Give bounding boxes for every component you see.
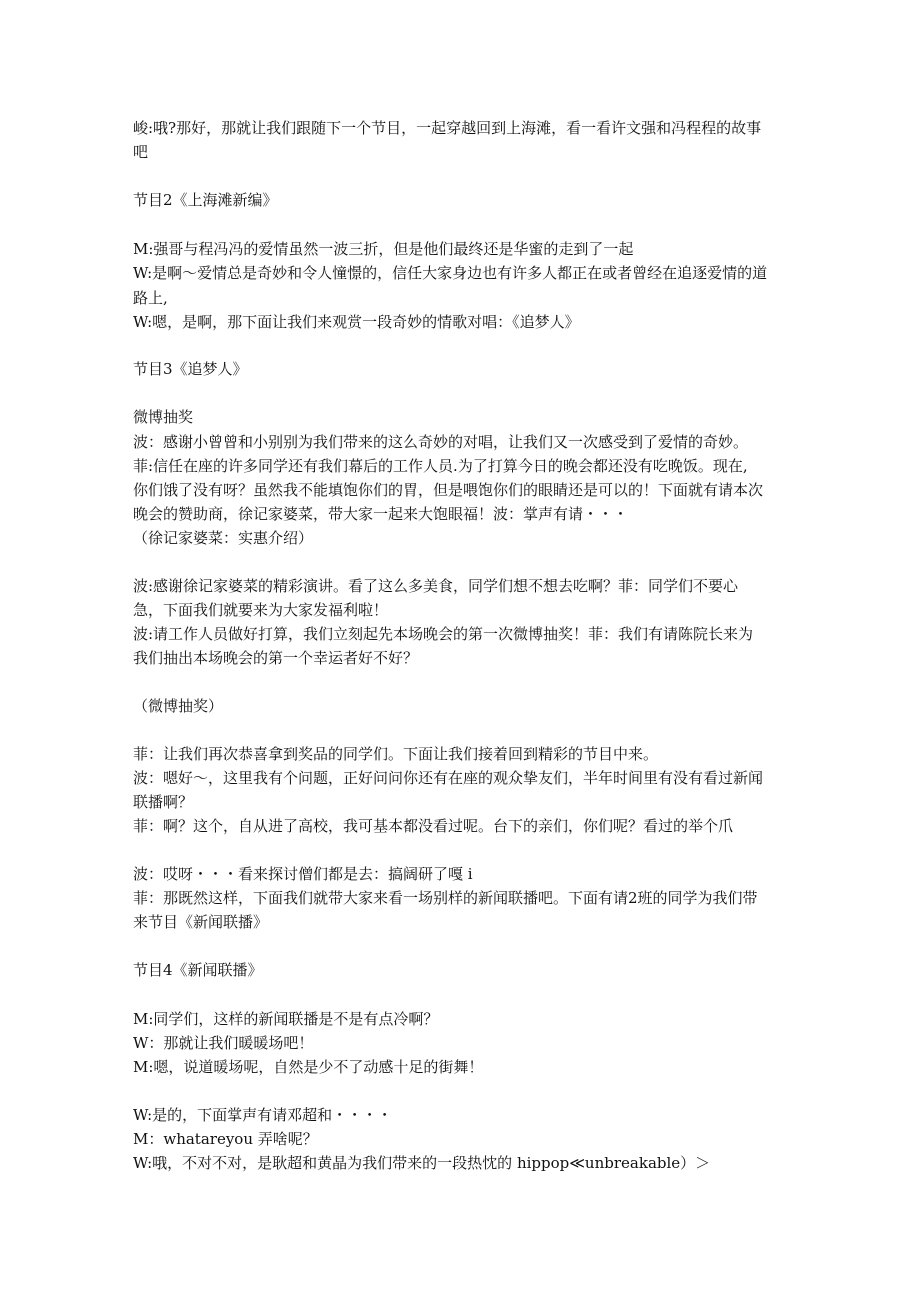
text-line: W：那就让我们暖暖场吧！ <box>133 1034 314 1052</box>
text-line: 波:请工作人员做好打算，我们立刻起先本场晚会的第一次微博抽奖！菲：我们有请陈院长来为 <box>133 625 754 643</box>
text-line: 你们饿了没有呀？虽然我不能填饱你们的胃，但是喂饱你们的眼睛还是可以的！下面就有请本次 <box>133 481 764 499</box>
text-line: 波：感谢小曾曾和小别别为我们带来的这么奇妙的对唱，让我们又一次感受到了爱情的奇妙。 <box>133 433 749 451</box>
text-line: （徐记家婆菜：实惠介绍） <box>133 529 314 547</box>
text-line: 我们抽出本场晚会的第一个幸运者好不好？ <box>133 649 419 667</box>
text-line: 晚会的赞助商，徐记家婆菜，带大家一起来大饱眼福！波：掌声有请・・・ <box>133 505 629 523</box>
section-heading: 微博抽奖 <box>133 408 194 426</box>
text-line: 来节目《新闻联播》 <box>133 913 269 931</box>
text-line: 波：嗯好～，这里我有个问题，正好问问你还有在座的观众挚友们，半年时间里有没有看过新闻 <box>133 769 764 787</box>
text-line: W:嗯，是啊，那下面让我们来观赏一段奇妙的情歌对唱：《追梦人》 <box>133 313 580 331</box>
text-line: 菲：那既然这样，下面我们就带大家来看一场别样的新闻联播吧。下面有请2班的同学为我们带 <box>133 889 758 907</box>
text-line: 菲：啊？这个，自从进了高校，我可基本都没看过呢。台下的亲们，你们呢？看过的举个爪 <box>133 817 734 835</box>
section-heading: 节目3《追梦人》 <box>133 360 248 378</box>
text-line: 波：哎呀・・・看来探讨僧们都是去：搞阔研了嘎 i <box>133 865 473 883</box>
text-line: 路上, <box>133 289 168 307</box>
section-heading: 节目2《上海滩新编》 <box>133 191 278 209</box>
text-line: M：whatareyou 弄啥呢？ <box>133 1130 318 1148</box>
text-line: W:哦，不对不对，是耿超和黄晶为我们带来的一段热忱的 hippop≪unbreakable）＞ <box>133 1154 711 1172</box>
text-line: 吧 <box>133 143 149 161</box>
text-line: M:强哥与程冯冯的爱情虽然一波三折，但是他们最终还是华蜜的走到了一起 <box>133 240 634 258</box>
text-line: （微博抽奖） <box>133 697 224 715</box>
text-line: 菲:信任在座的许多同学还有我们幕后的工作人员.为了打算今日的晚会都还没有吃晚饭。现在, <box>133 457 748 475</box>
text-line: M:嗯，说道暖场呢，自然是少不了动感十足的街舞！ <box>133 1058 484 1076</box>
text-line: 波:感谢徐记家婆菜的精彩演讲。看了这么多美食，同学们想不想去吃啊？菲：同学们不要心 <box>133 577 739 595</box>
section-heading: 节目4《新闻联播》 <box>133 961 263 979</box>
text-line: 联播啊？ <box>133 793 194 811</box>
text-line: 峻:哦?那好，那就让我们跟随下一个节目，一起穿越回到上海滩，看一看许文强和冯程程的故事 <box>133 119 762 137</box>
text-line: 菲：让我们再次恭喜拿到奖品的同学们。下面让我们接着回到精彩的节目中来。 <box>133 745 659 763</box>
text-line: W:是啊～爱情总是奇妙和令人憧憬的，信任大家身边也有许多人都正在或者曾经在追逐爱情的道 <box>133 264 768 282</box>
text-line: M:同学们，这样的新闻联播是不是有点冷啊？ <box>133 1010 439 1028</box>
text-line: 急，下面我们就要来为大家发福利啦！ <box>133 601 389 619</box>
text-line: W:是的，下面掌声有请邓超和・・・・ <box>133 1106 393 1124</box>
